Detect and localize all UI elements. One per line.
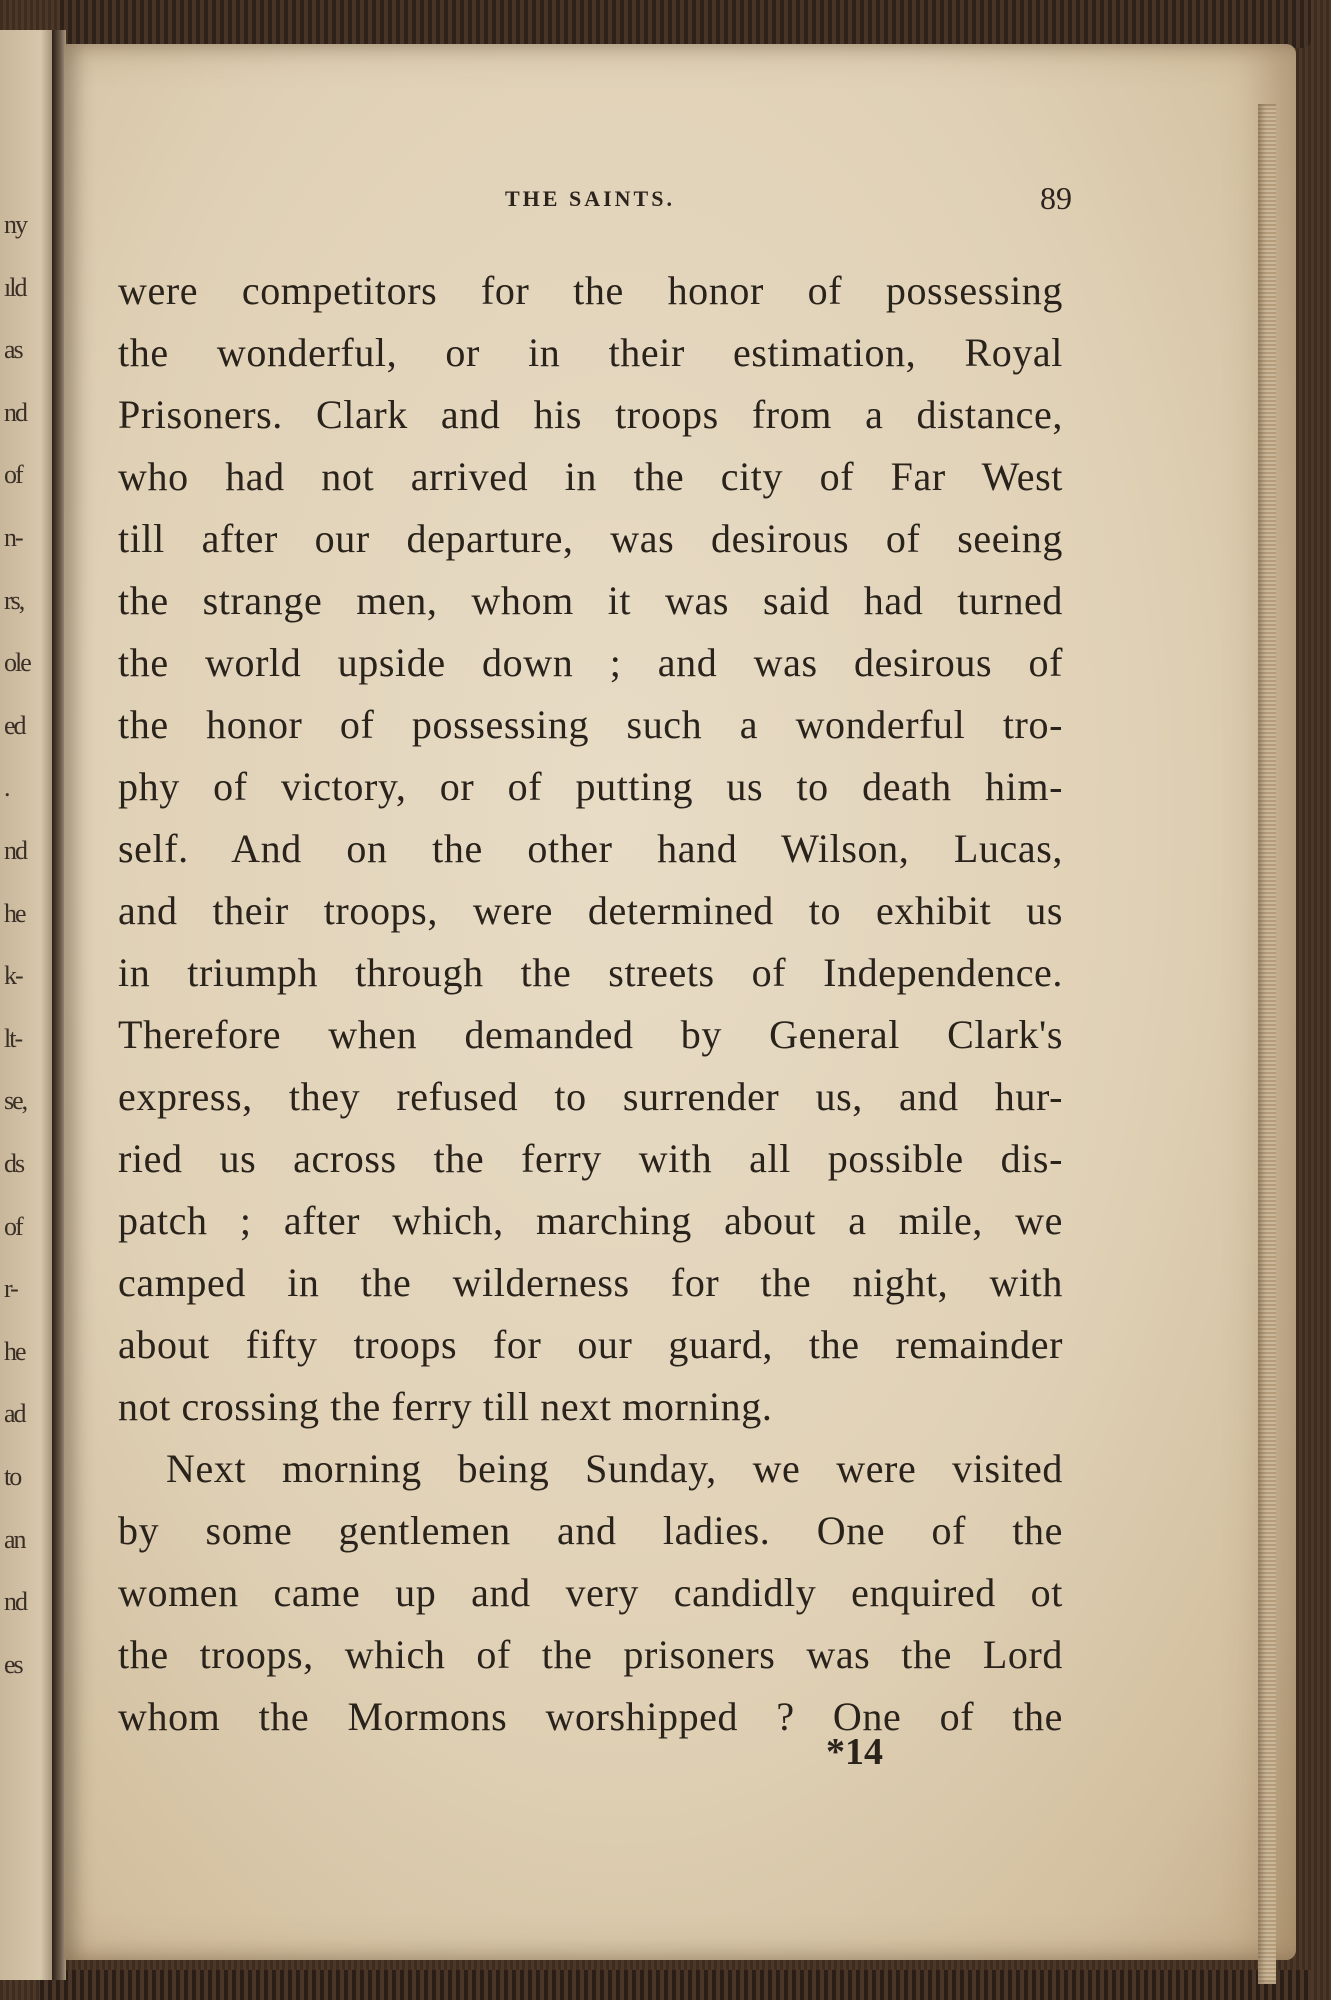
running-head-title: THE SAINTS. <box>505 186 675 211</box>
text-line: about fifty troops for our guard, the remainder <box>118 1322 1063 1367</box>
text-line: the wonderful, or in their estimation, Royal <box>118 330 1063 375</box>
cover-top-band <box>60 0 1311 48</box>
text-line: camped in the wilderness for the night, with <box>118 1260 1063 1305</box>
previous-page-fragment: ds <box>4 1149 24 1178</box>
cover-bottom-band <box>40 1970 1311 2000</box>
previous-page-fragment: es <box>4 1649 22 1679</box>
previous-page-fragment: nd <box>4 836 26 865</box>
running-head <box>0 140 1331 216</box>
text-line: the honor of possessing such a wonderful tro- <box>118 702 1063 747</box>
text-line: self. And on the other hand Wilson, Lucas, <box>118 826 1063 871</box>
previous-page-fragment: nd <box>4 1587 26 1617</box>
previous-page-fragment: of <box>4 460 22 490</box>
previous-page-edge <box>0 30 58 1980</box>
previous-page-fragment: as <box>4 335 22 365</box>
previous-page-fragment: n- <box>4 523 22 552</box>
text-line: ried us across the ferry with all possible dis- <box>118 1136 1063 1181</box>
previous-page-fragment: rs, <box>4 585 24 615</box>
previous-page-fragment: ny <box>4 210 26 239</box>
previous-page-fragment: r- <box>4 1274 17 1304</box>
text-line: who had not arrived in the city of Far West <box>118 454 1063 499</box>
text-line: till after our departure, was desirous of seeing <box>118 516 1063 561</box>
previous-page-fragment: ole <box>4 648 30 678</box>
text-line: express, they refused to surrender us, and hur- <box>118 1074 1063 1119</box>
previous-page-fragment: ıld <box>4 272 26 302</box>
previous-page-fragment: se, <box>4 1086 27 1116</box>
text-line: in triumph through the streets of Independence. <box>118 950 1063 995</box>
text-line: and their troops, were determined to exhibit us <box>118 888 1063 933</box>
previous-page-fragment: ad <box>4 1399 25 1429</box>
text-line: Prisoners. Clark and his troops from a distance, <box>118 392 1063 437</box>
text-line: patch ; after which, marching about a mile, we <box>118 1198 1063 1243</box>
previous-page-fragment: to <box>4 1462 21 1491</box>
body-text <box>118 260 1063 1748</box>
text-line: whom the Mormons worshipped ? One of the <box>118 1694 1063 1739</box>
page-number: 89 <box>1040 180 1072 216</box>
text-line: Next morning being Sunday, we were visited <box>166 1446 1063 1491</box>
text-line: the troops, which of the prisoners was the Lord <box>118 1632 1063 1677</box>
text-line: Therefore when demanded by General Clark's <box>118 1012 1063 1057</box>
text-line: by some gentlemen and ladies. One of the <box>118 1508 1063 1553</box>
text-line: were competitors for the honor of possessing <box>118 268 1063 313</box>
previous-page-fragment: ed <box>4 710 25 740</box>
previous-page-fragment: of <box>4 1211 22 1241</box>
text-line: women came up and very candidly enquired ot <box>118 1570 1063 1615</box>
text-line: not crossing the ferry till next morning. <box>118 1384 773 1429</box>
previous-page-fragment: an <box>4 1524 25 1554</box>
signature-mark: *14 <box>826 1731 883 1773</box>
text-line: the strange men, whom it was said had turned <box>118 578 1063 623</box>
paragraph-1 <box>118 260 1063 1438</box>
previous-page-fragment: he <box>4 1336 25 1366</box>
previous-page-fragment: lt- <box>4 1023 22 1053</box>
previous-page-fragment: . <box>4 773 9 803</box>
page-stack-edge <box>1258 104 1276 1984</box>
previous-page-fragment: nd <box>4 397 26 427</box>
text-line: the world upside down ; and was desirous of <box>118 640 1063 685</box>
paragraph-2 <box>118 1438 1063 1748</box>
text-line: phy of victory, or of putting us to death him- <box>118 764 1063 809</box>
previous-page-fragment: he <box>4 898 25 928</box>
previous-page-fragment: k- <box>4 961 22 991</box>
